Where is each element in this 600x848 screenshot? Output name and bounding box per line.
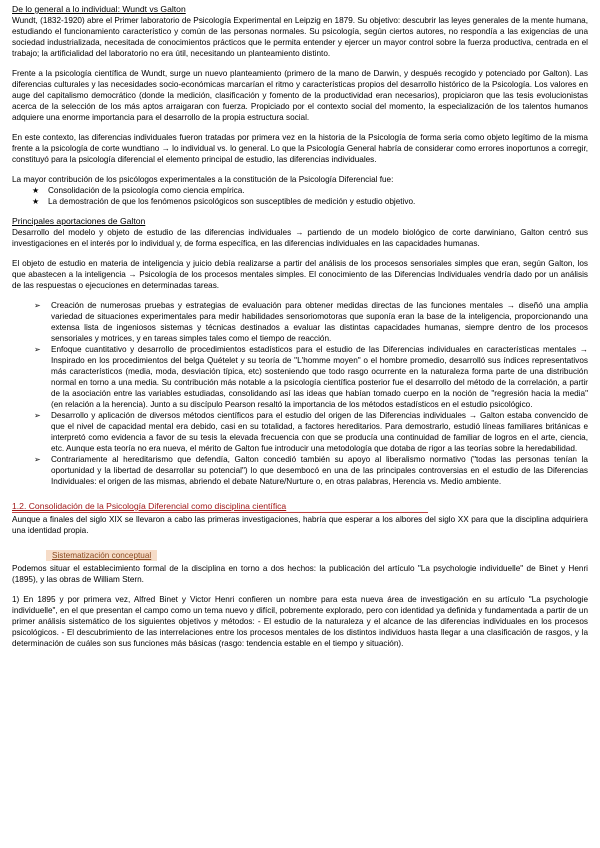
list-item-text: La demostración de que los fenómenos psicológicos son susceptibles de medición y estudio objetivo. — [48, 197, 416, 206]
arrow-bullet-icon: ➢ — [34, 345, 41, 354]
list-item — [34, 410, 588, 454]
star-bullet-icon: ★ — [32, 186, 40, 195]
list-item — [32, 196, 588, 207]
paragraph-consolidation-intro: Aunque a finales del siglo XIX se llevaron a cabo las primeras investigaciones, habría que esperar a los albores del siglo XX para que la disciplina adquiriera una identidad propia. — [12, 515, 588, 535]
section-divider — [12, 512, 428, 513]
paragraph-galton-object: El objeto de estudio en materia de inteligencia y juicio debía realizarse a partir del análisis de los procesos sensoriales simples que eran, según Galton, los que abastecen a la inteligencia → Psicología de los procesos mentales simples. El conocimiento de las Diferencias Individuales vendría dado por un análisis de las respuestas o ejecuciones en determinadas tareas. — [12, 259, 588, 290]
paragraph-galton-approach: Frente a la psicología científica de Wundt, surge un nuevo planteamiento (primero de la mano de Darwin, y después recogido y potenciado por Galton). Las diferencias culturales y las necesidades socio-económicas marcarían el ritmo y características propios del desarrollo histórico de la Psicología. Los valores en auge del capitalismo democrático (donde la medición, clasificación y fomento de la productividad eran necesarios), propiciaron que las tesis evolucionistas acerca de la selección de los más aptos arraigaran con fuerza. Propiciado por el contexto social del momento, la especialización de los talentos humanos adquiere una enorme importancia para el desarrollo de la propia estructura social. — [12, 69, 588, 122]
galton-contributions-list — [12, 300, 588, 487]
subheading-conceptual-systematization: Sistematización conceptual — [46, 550, 157, 561]
arrow-bullet-icon: ➢ — [34, 455, 41, 464]
paragraph-binet-henri: 1) En 1895 y por primera vez, Alfred Binet y Victor Henri confieren un nombre para esta nueva área de investigación en su artículo "La psychologie individuelle", en el que presentan el campo como un tema nuevo y difícil, pobremente explorado, pero con identidad ya definida y fundamentada a partir de un primer análisis sistemático de los siguientes objetivos y métodos: - El estudio de la naturaleza y el alcance de las diferencias individuales en los procesos psicológicos. - El descubrimiento de las interrelaciones entre los procesos mentales de los distintos individuos hasta llegar a una clasificación de rasgos, y la determinación de cuáles son sus funciones más básicas (rasgo: tendencia estable en el tiempo y situación). — [12, 595, 588, 648]
list-item-text: Contrariamente al hereditarismo que defendía, Galton concedió también su apoyo al liberalismo normativo ("todas las personas tenían la oportunidad y la libertad de desarrollar su potencial") lo que desembocó en una de las principales controversias en el estudio de las Diferencias Individuales: el origen de las mismas, abriendo el debate Nature/Nurture o, en otras palabras, Herencia vs. Medio ambiente. — [51, 455, 588, 486]
list-item-text: Consolidación de la psicología como ciencia empírica. — [48, 186, 245, 195]
paragraph-contribution-intro: La mayor contribución de los psicólogos experimentales a la constitución de la Psicología Diferencial fue: — [12, 175, 394, 184]
list-item — [32, 185, 588, 196]
arrow-bullet-icon: ➢ — [34, 411, 41, 420]
document-page — [12, 4, 588, 649]
arrow-bullet-icon: ➢ — [34, 301, 41, 310]
star-bullet-icon: ★ — [32, 197, 40, 206]
contribution-list — [12, 185, 588, 207]
list-item — [34, 300, 588, 344]
list-item — [34, 454, 588, 487]
list-item — [34, 344, 588, 410]
list-item-text: Creación de numerosas pruebas y estrategias de evaluación para obtener medidas directas de las funciones mentales → diseñó una amplia variedad de situaciones experimentales para medir habilidades sensoriomotoras que suponía eran la base de la inteligencia, proporcionando una extensa lista de ingeniosos sistemas y técnicas destinados a evaluar las distintas capacidades humanas, siempre dentro de los procesos sensoriales y motrices, y en tareas simples tales como el tiempo de reacción. — [51, 301, 588, 343]
list-item-text: Enfoque cuantitativo y desarrollo de procedimientos estadísticos para el estudio de las Diferencias individuales en características mentales → Inspirado en los procedimientos del belga Quételet y su teoría de "L'homme moyen" o el hombre promedio, desarrolló sus índices representativos más característicos (media, moda, desviación típica, etc) sosteniendo que todo rasgo ocurrente en la naturaleza forma parte de una distribución normal en torno a una media. Su contribución más notable a la psicología científica posterior fue el desarrollo del método de la correlación, a partir de la asociación entre las variables estudiadas, consolidando así las ideas que habían tomado cuerpo en la noción de "regresión hacia la media" (en relación a la herencia). Junto a su discípulo Pearson resaltó la importancia de los métodos estadísticos en el estudio psicológico. — [51, 345, 588, 409]
section-heading-wundt-vs-galton: De lo general a lo individual: Wundt vs Galton — [12, 4, 186, 14]
section-heading-consolidation: 1.2. Consolidación de la Psicología Diferencial como disciplina científica — [12, 501, 287, 511]
paragraph-individual-differences: En este contexto, las diferencias individuales fueron tratadas por primera vez en la historia de la Psicología de forma seria como objeto legítimo de la misma frente a la psicología de corte wundtiano → lo individual vs. lo general. Lo que la Psicología General habría de considerar como errores inoportunos a corregir, constituyó para la psicología diferencial el elemento principal de estudio, las diferencias individuales. — [12, 133, 588, 164]
paragraph-wundt: Wundt, (1832-1920) abre el Primer laboratorio de Psicología Experimental en Leipzig en 1879. Su objetivo: descubrir las leyes generales de la mente humana, estudiando el funcionamiento característico y común de las personas normales. Su psicología, según ciertos autores, no respondía a las exigencias de una sociedad industrializada, necesitada de conocimientos prácticos que le permita entender y ejercer un mayor control sobre la fuerza productiva, centrada en el trabajo; la artificialidad del laboratorio no era útil, necesitando un planteamiento distinto. — [12, 16, 588, 58]
section-heading-galton-contributions: Principales aportaciones de Galton — [12, 216, 146, 226]
list-item-text: Desarrollo y aplicación de diversos métodos científicos para el estudio del origen de las Diferencias individuales → Galton estaba convencido de que el nivel de capacidad mental era debido, casi en su totalidad, a factores hereditarios. Para demostrarlo, estudió líneas familiares británicas e interpretó como evidencia a favor de su tesis la elevada frecuencia con que se producía una continuidad de familiar de logros en el arte, ciencia, etc. Aunque esta teoría no era nueva, el mérito de Galton fue introducir una metodología que dotaba de rigor a las teorías sobre la heredabilidad. — [51, 411, 588, 453]
paragraph-galton-model: Desarrollo del modelo y objeto de estudio de las diferencias individuales → partiendo de un modelo biológico de corte darwiniano, Galton centró sus investigaciones en el interés por lo individual y, de forma específica, en las diferencias individuales en las capacidades humanas. — [12, 228, 588, 248]
paragraph-formal-establishment: Podemos situar el establecimiento formal de la disciplina en torno a dos hechos: la publicación del artículo "La psychologie individuelle" de Binet y Henri (1895), y las obras de William Stern. — [12, 564, 588, 584]
